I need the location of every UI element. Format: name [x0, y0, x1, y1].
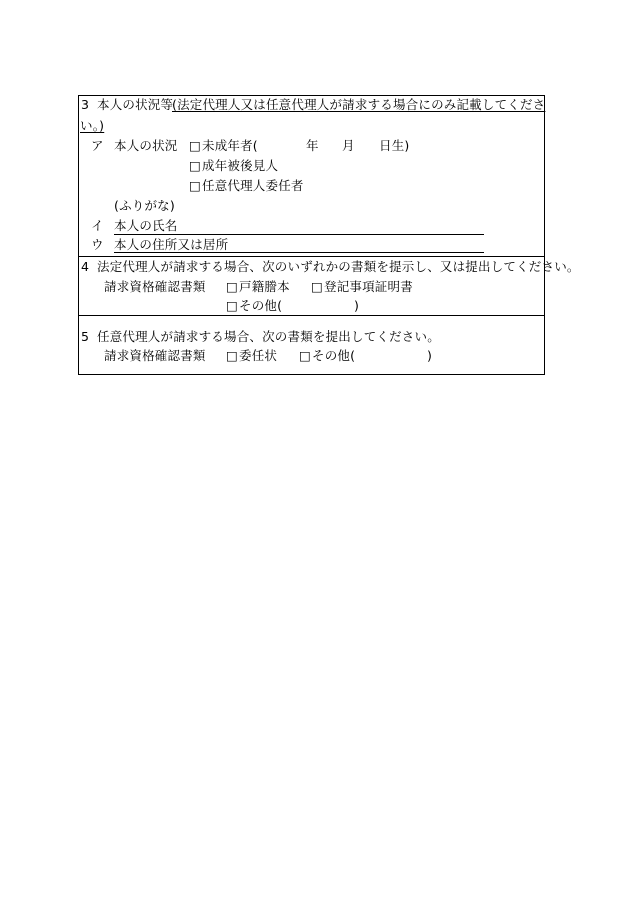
- option-other-4-label: その他(: [239, 298, 283, 313]
- checkbox-other-4[interactable]: □: [226, 298, 239, 313]
- section5-doc-label: 請求資格確認書類: [104, 348, 206, 363]
- section4-doc-label: 請求資格確認書類: [104, 279, 206, 294]
- section4-number: 4: [81, 259, 90, 274]
- year-label: 年: [306, 138, 319, 153]
- section5-number: 5: [81, 329, 90, 344]
- birthday-label: 日生): [379, 138, 410, 153]
- checkbox-registry-certificate[interactable]: □: [311, 279, 324, 294]
- item-b-marker: イ: [91, 218, 104, 233]
- checkbox-family-register[interactable]: □: [226, 279, 239, 294]
- section3-note-line2: い。): [80, 118, 105, 133]
- section3-note-line1: (法定代理人又は任意代理人が請求する場合にのみ記載してくださ: [172, 97, 546, 112]
- checkbox-minor[interactable]: □: [189, 138, 202, 153]
- option-registry-certificate-label: 登記事項証明書: [324, 279, 413, 294]
- checkbox-adult-ward[interactable]: □: [189, 158, 202, 173]
- address-label: 本人の住所又は居所: [114, 237, 229, 252]
- address-input-line[interactable]: [114, 252, 484, 253]
- option-power-of-attorney-label: 委任状: [239, 348, 278, 363]
- option-family-register-label: 戸籍謄本: [239, 279, 290, 294]
- checkbox-other-5[interactable]: □: [299, 348, 312, 363]
- month-label: 月: [342, 138, 355, 153]
- item-a-label: 本人の状況: [114, 138, 178, 153]
- section-divider-5: [78, 315, 545, 316]
- option-minor-label: 未成年者(: [202, 138, 258, 153]
- section3-number: 3: [81, 97, 90, 112]
- other-5-close-paren: ): [427, 348, 433, 363]
- option-principal-label: 任意代理人委任者: [202, 178, 304, 193]
- furigana-label: (ふりがな): [114, 198, 175, 213]
- checkbox-principal[interactable]: □: [189, 178, 202, 193]
- other-4-close-paren: ): [354, 298, 360, 313]
- item-a-marker: ア: [91, 138, 104, 153]
- checkbox-power-of-attorney[interactable]: □: [226, 348, 239, 363]
- section-divider-4: [78, 256, 545, 257]
- option-other-5-label: その他(: [312, 348, 356, 363]
- name-input-line[interactable]: [114, 234, 484, 235]
- section3-title: 本人の状況等: [97, 97, 174, 112]
- section5-text: 任意代理人が請求する場合、次の書類を提出してください。: [97, 329, 440, 344]
- item-c-marker: ウ: [91, 237, 104, 252]
- name-label: 本人の氏名: [114, 218, 178, 233]
- section4-text: 法定代理人が請求する場合、次のいずれかの書類を提示し、又は提出してください。: [97, 259, 580, 274]
- option-adult-ward-label: 成年被後見人: [202, 158, 279, 173]
